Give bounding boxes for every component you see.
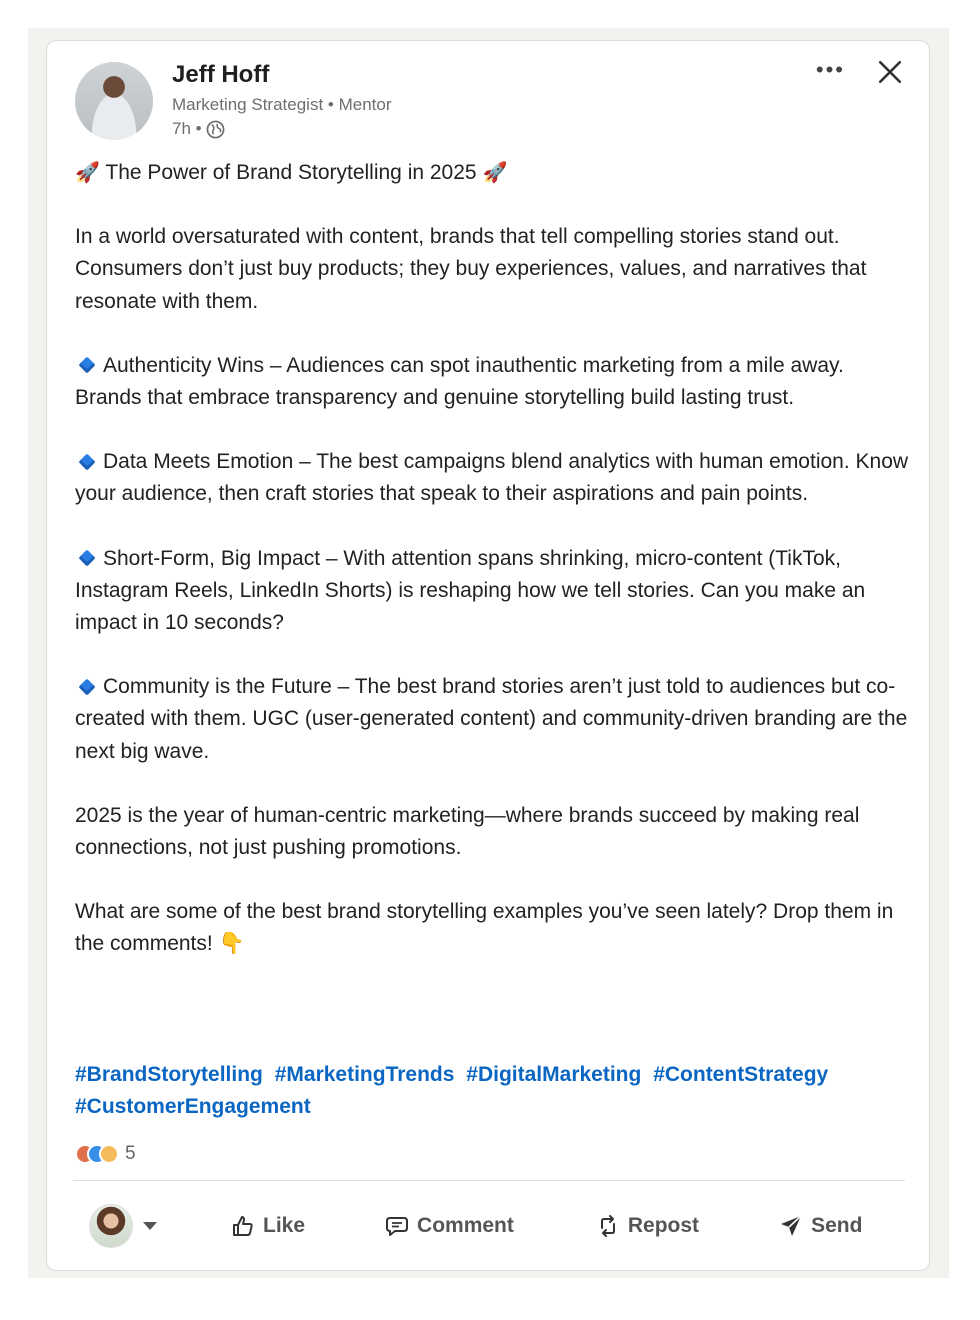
send-label: Send: [811, 1214, 863, 1237]
post-time: 7h •: [172, 119, 202, 138]
point-text: Authenticity Wins – Audiences can spot inauthentic marketing from a mile away. Brands that embrace transparency and genuine storytelling build lasting trust.: [75, 353, 844, 410]
blue-diamond-icon: [79, 550, 96, 567]
hashtag-link[interactable]: #ContentStrategy: [653, 1063, 829, 1086]
reaction-summary[interactable]: [75, 1143, 136, 1165]
divider: [73, 1180, 905, 1181]
author-name[interactable]: Jeff Hoff: [172, 61, 270, 88]
send-icon: [779, 1214, 803, 1238]
point-item: [75, 543, 911, 640]
post-closing: 2025 is the year of human-centric marketing—where brands succeed by making real connections, not just pushing promotions.: [75, 803, 860, 860]
repost-icon: [596, 1214, 620, 1238]
like-button[interactable]: [231, 1214, 305, 1238]
post-title-line: [75, 157, 911, 189]
point-item: [75, 350, 911, 414]
reaction-count: 5: [125, 1143, 136, 1164]
blue-diamond-icon: [79, 678, 96, 695]
more-icon[interactable]: •••: [815, 57, 845, 82]
comment-button[interactable]: [385, 1214, 514, 1238]
hashtag-link[interactable]: #MarketingTrends: [274, 1063, 455, 1086]
point-text: Data Meets Emotion – The best campaigns blend analytics with human emotion. Know your audience, then craft stories that speak to their aspirations and pain points.: [75, 450, 909, 506]
repost-button[interactable]: [596, 1214, 699, 1238]
blue-diamond-icon: [79, 453, 96, 470]
rocket-icon: 🚀: [482, 162, 508, 184]
repost-label: Repost: [627, 1214, 700, 1237]
globe-icon: [206, 120, 225, 139]
hashtag-link[interactable]: #BrandStorytelling: [75, 1063, 263, 1086]
insightful-reaction-icon: [99, 1144, 119, 1164]
send-button[interactable]: [779, 1214, 862, 1238]
point-item: [75, 671, 911, 768]
close-icon[interactable]: [877, 59, 903, 85]
user-avatar: [89, 1204, 133, 1248]
caret-down-icon: [143, 1222, 157, 1230]
action-bar: [73, 1191, 905, 1261]
point-text: Community is the Future – The best brand stories aren’t just told to audiences but co-created with them. UGC (user-generated content) and community-driven branding are the next big wave.: [75, 675, 908, 763]
post-card: [46, 40, 930, 1271]
like-label: Like: [263, 1214, 306, 1237]
comment-icon: [385, 1214, 409, 1238]
post-body: [75, 157, 911, 993]
post-intro: In a world oversaturated with content, brands that tell compelling stories stand out. Consumers don’t just buy products; they buy experiences, values, and narratives that resonate with them.: [75, 225, 867, 313]
post-meta: [172, 119, 225, 139]
rocket-icon: 🚀: [75, 162, 100, 184]
blue-diamond-icon: [79, 357, 96, 374]
comment-label: Comment: [417, 1214, 514, 1237]
reaction-identity-selector[interactable]: [73, 1204, 209, 1248]
point-item: [75, 446, 911, 510]
hashtag-link[interactable]: #CustomerEngagement: [75, 1095, 311, 1119]
point-text: Short-Form, Big Impact – With attention spans shrinking, micro-content (TikTok, Instagram Reels, LinkedIn Shorts) is reshaping how we tell stories. Can you make an impact in 10 seconds?: [75, 546, 866, 635]
author-headline: Marketing Strategist • Mentor: [172, 95, 392, 114]
like-icon: [231, 1214, 255, 1238]
author-avatar[interactable]: [75, 62, 153, 140]
post-title: The Power of Brand Storytelling in 2025: [105, 161, 477, 184]
post-question: What are some of the best brand storytelling examples you’ve seen lately? Drop them in the comments! 👇: [75, 900, 894, 956]
hashtag-link[interactable]: #DigitalMarketing: [466, 1063, 642, 1086]
hashtag-list: [75, 1059, 911, 1123]
